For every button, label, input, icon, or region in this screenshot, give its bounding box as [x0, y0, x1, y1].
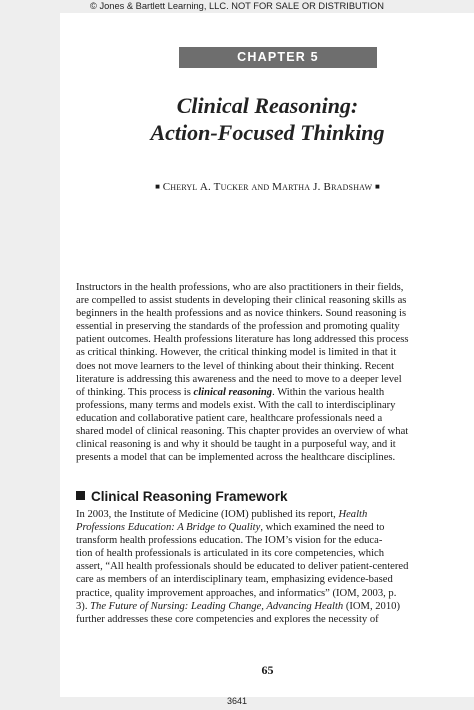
text-line	[76, 508, 434, 521]
footer-number: 3641	[226, 696, 248, 706]
author-1: Cheryl A. Tucker	[162, 181, 249, 193]
text-line: tion of health professionals is articulated in its core competencies, which	[76, 548, 385, 560]
report-title: Professions Education: A Bridge to Quality	[76, 522, 261, 534]
text-run: , which examined the need to	[260, 522, 385, 534]
section-heading-text: Clinical Reasoning Framework	[91, 489, 288, 504]
text-line: Instructors in the health professions, who are also practitioners in their fields,	[76, 282, 404, 293]
author-conjunction: and	[251, 181, 270, 193]
section-paragraph	[76, 508, 434, 626]
text-line: further addresses these core competencies and explores the necessity of	[76, 613, 379, 625]
report-title: Health	[338, 509, 368, 520]
chapter-label: CHAPTER 5	[179, 47, 377, 68]
author-line	[60, 180, 474, 195]
section-heading	[76, 488, 436, 505]
text-line	[76, 600, 434, 613]
text-line: practice, quality improvement approaches, and informatics” (IOM, 2003, p.	[76, 587, 397, 599]
text-run: (IOM, 2010)	[343, 600, 400, 612]
text-line: as critical thinking. However, the critical thinking model is limited in that it	[76, 347, 397, 359]
text-line	[76, 521, 434, 534]
title-line-2: Action-Focused Thinking	[150, 120, 385, 145]
text-line: patient outcomes. Health professions literature has long addressed this process	[76, 334, 409, 346]
text-run: of thinking. This process is	[76, 386, 194, 398]
text-line	[76, 386, 434, 399]
text-line: beginners in the health professions and as novice thinkers. Sound reasoning is	[76, 308, 407, 320]
text-line: transform health professions education. The IOM’s vision for the educa-	[76, 535, 383, 547]
author-2: Martha J. Bradshaw	[272, 181, 373, 193]
text-line: does not move learners to the level of thinking about their thinking. Recent	[76, 360, 395, 372]
text-line: presents a model that can be implemented across the healthcare disciplines.	[76, 452, 396, 464]
text-line: shared model of clinical reasoning. This chapter provides an overview of what	[76, 426, 409, 438]
text-line: professions, many terms and models exist. With the call to interdisciplinary	[76, 399, 396, 411]
square-bullet-icon: ■	[375, 182, 380, 191]
text-line: clinical reasoning is and why it should be taught in a purposeful way, and it	[76, 439, 396, 451]
title-line-1: Clinical Reasoning:	[176, 93, 359, 118]
copyright-notice: © Jones & Bartlett Learning, LLC. NOT FOR SALE OR DISTRIBUTION	[90, 1, 384, 11]
square-bullet-icon: ■	[155, 182, 160, 191]
text-line: care as members of an interdisciplinary team, emphasizing evidence-based	[76, 574, 393, 586]
text-run: 3).	[76, 600, 91, 612]
text-run: In 2003, the Institute of Medicine (IOM) published its report,	[76, 509, 339, 520]
square-bullet-icon	[76, 491, 85, 500]
emphasis-term: clinical reasoning	[193, 386, 273, 398]
text-line: literature is addressing this awareness and the need to move to a deeper level	[76, 373, 402, 385]
text-line: essential in preserving the standards of the profession and promoting quality	[76, 321, 400, 333]
report-title: The Future of Nursing: Leading Change, Advancing Health	[90, 600, 344, 612]
text-line: are compelled to assist students in developing their clinical reasoning skills as	[76, 295, 407, 307]
text-line: education and collaborative patient care, healthcare professionals need a	[76, 412, 383, 424]
chapter-title	[60, 92, 474, 146]
page-number: 65	[261, 663, 274, 677]
text-run: . Within the various health	[272, 386, 385, 398]
text-line: assert, “All health professionals should be educated to deliver patient-centered	[76, 561, 409, 573]
book-page	[60, 13, 474, 697]
intro-paragraph	[76, 281, 434, 464]
